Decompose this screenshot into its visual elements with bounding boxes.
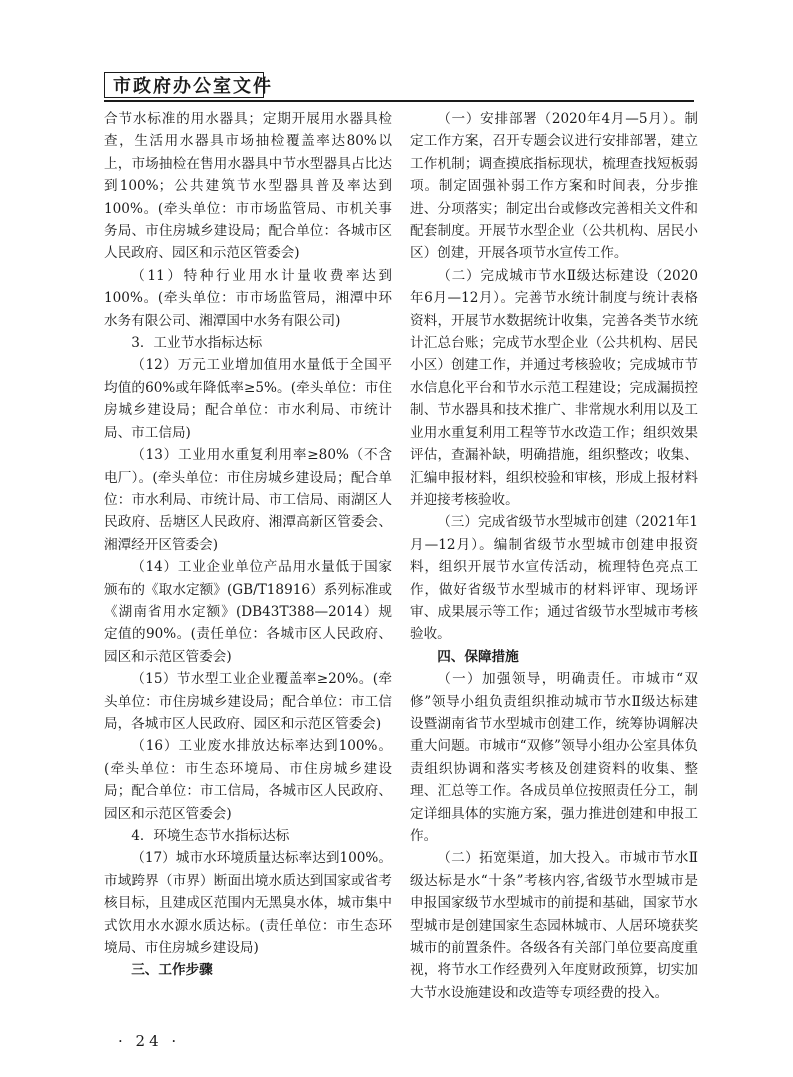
paragraph: （一）加强领导，明确责任。市城市“双修”领导小组负责组织推动城市节水Ⅱ级达标建设暨湖南省节水型城市创建工作，统筹协调解决重大问题。市城市“双修”领导小组办公室具体负责组织协调和落实考核及创建资料的收集、整理、汇总等工作。各成员单位按照责任分工，制定详细具体的实施方案，强力推进创建和申报工作。: [410, 671, 698, 844]
paragraph: （17）城市水环境质量达标率达到100%。市域跨界（市界）断面出境水质达到国家或省考核目标，且建成区范围内无黑臭水体，城市集中式饮用水水源水质达标。(责任单位：市生态环境局、市住房城乡建设局): [104, 850, 392, 957]
paragraph: （14）工业企业单位产品用水量低于国家颁布的《取水定额》(GB/T18916）系列标准或《湖南省用水定额》(DB43T388—2014）规定值的90%。(责任单位：各城市区人民政府、园区和示范区管委会): [104, 559, 392, 665]
paragraph: （12）万元工业增加值用水量低于全国平均值的60%或年降低率≥5%。(牵头单位：市住房城乡建设局；配合单位：市水利局、市统计局、市工信局): [104, 357, 392, 441]
document-header: [104, 72, 273, 98]
paragraph: （二）拓宽渠道，加大投入。市城市节水Ⅱ级达标是水“十条”考核内容,省级节水型城市是申报国家级节水型城市的前提和基础，国家节水型城市是创建国家生态园林城市、人居环境获奖城市的前置条件。各级各有关部门单位要高度重视，将节水工作经费列入年度财政预算，切实加大节水设施建设和改造等专项经费的投入。: [410, 850, 698, 1001]
right-column: [410, 108, 698, 1008]
paragraph: 4．环境生态节水指标达标: [131, 828, 290, 844]
section-heading: 三、工作步骤: [131, 962, 213, 979]
paragraph: （二）完成城市节水Ⅱ级达标建设（2020年6月—12月）。完善节水统计制度与统计表格资料，开展节水数据统计收集，完善各类节水统计汇总台账；完成节水型企业（公共机构、居民小区）创建工作，并通过考核验收；完成城市节水信息化平台和节水示范工程建设；完成漏损控制、节水器具和技术推广、非常规水利用以及工业用水重复利用工程等节水改造工作；组织效果评估，查漏补缺，明确措施，组织整改；收集、汇编申报材料，组织校验和审核，形成上报材料并迎接考核验收。: [410, 267, 698, 508]
left-column: [104, 108, 392, 1008]
paragraph: （15）节水型工业企业覆盖率≥20%。(牵头单位：市住房城乡建设局；配合单位：市工信局，各城市区人民政府、园区和示范区管委会): [104, 671, 392, 732]
section-heading: 四、保障措施: [437, 648, 519, 665]
paragraph: （16）工业废水排放达标率达到100%。(牵头单位：市生态环境局、市住房城乡建设局；配合单位：市工信局，各城市区人民政府、园区和示范区管委会): [104, 738, 392, 822]
page-number: · 24 ·: [118, 1032, 181, 1050]
header-rule: [104, 100, 694, 102]
document-header-title: 市政府办公室文件: [113, 76, 273, 97]
paragraph: （三）完成省级节水型城市创建（2021年1月—12月）。编制省级节水型城市创建申报资料，组织开展节水宣传活动，梳理特色亮点工作，做好省级节水型城市的材料评审、现场评审、成果展示等工作；通过省级节水型城市考核验收。: [410, 514, 698, 643]
paragraph: 3．工业节水指标达标: [131, 335, 263, 352]
paragraph: （13）工业用水重复利用率≥80%（不含电厂）。(牵头单位：市住房城乡建设局；配合单位：市水利局、市统计局、市工信局、雨湖区人民政府、岳塘区人民政府、湘潭高新区管委会、湘潭经开区管委会): [104, 447, 392, 553]
paragraph: 合节水标准的用水器具；定期开展用水器具检查，生活用水器具市场抽检覆盖率达80%以上，市场抽检在售用水器具中节水型器具占比达到100%；公共建筑节水型器具普及率达到100%。(牵头单位：市市场监管局、市机关事务局、市住房城乡建设局；配合单位：各城市区人民政府、园区和示范区管委会): [104, 111, 392, 262]
paragraph: （11）特种行业用水计量收费率达到100%。(牵头单位：市市场监管局，湘潭中环水务有限公司、湘潭国中水务有限公司): [104, 267, 392, 329]
paragraph: （一）安排部署（2020年4月—5月）。制定工作方案，召开专题会议进行安排部署，建立工作机制；调查摸底指标现状，梳理查找短板弱项。制定固强补弱工作方案和时间表，分步推进、分项落实；制定出台或修改完善相关文件和配套制度。开展节水型企业（公共机构、居民小区）创建，开展各项节水宣传工作。: [410, 111, 698, 262]
